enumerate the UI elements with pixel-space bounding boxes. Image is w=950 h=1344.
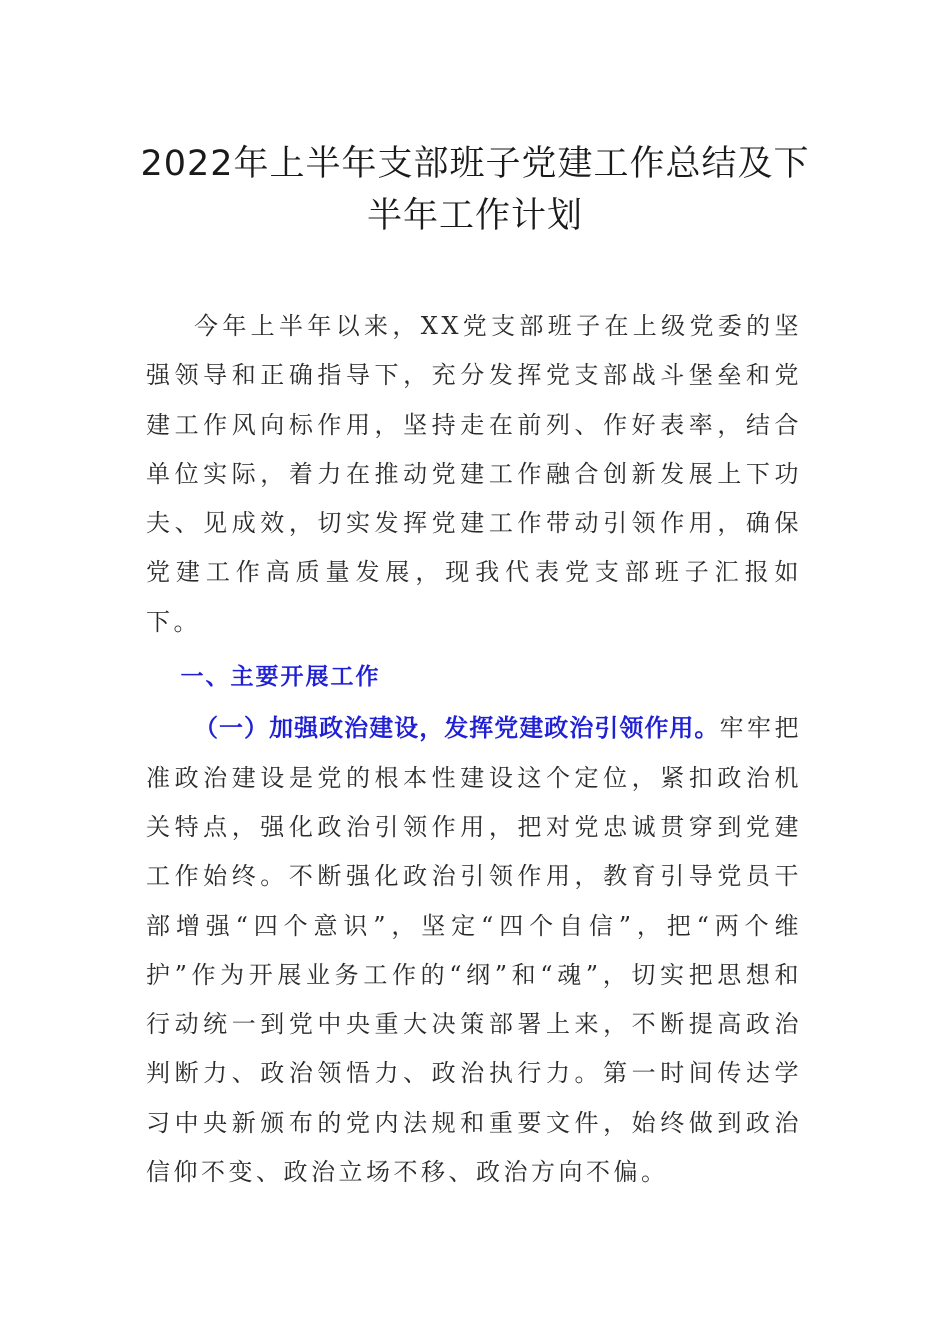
subsection-heading: （一）加强政治建设，发挥党建政治引领作用。 xyxy=(194,714,720,743)
subsection-paragraph xyxy=(146,704,802,1197)
title-line-1: 2022年上半年支部班子党建工作总结及下 xyxy=(140,144,810,184)
section-heading: 一、主要开展工作 xyxy=(180,664,381,691)
document-title xyxy=(130,138,820,242)
document-body xyxy=(146,302,802,1197)
subsection-body: 牢牢把准政治建设是党的根本性建设这个定位，紧扣政治机关特点，强化政治引领作用，把对党忠诚贯穿到党建工作始终。不断强化政治引领作用，教育引导党员干部增强“四个意识”，坚定“四个自信”，把“两个维护”作为开展业务工作的“纲”和“魂”，切实把思想和行动统一到党中央重大决策部署上来，不断提高政治判断力、政治领悟力、政治执行力。第一时间传达学习中央新颁布的党内法规和重要文件，始终做到政治信仰不变、政治立场不移、政治方向不偏。 xyxy=(146,714,803,1187)
intro-paragraph: 今年上半年以来，XX党支部班子在上级党委的坚强领导和正确指导下，充分发挥党支部战斗堡垒和党建工作风向标作用，坚持走在前列、作好表率，结合单位实际，着力在推动党建工作融合创新发展上下功夫、见成效，切实发挥党建工作带动引领作用，确保党建工作高质量发展，现我代表党支部班子汇报如下。 xyxy=(146,312,802,636)
title-line-2: 半年工作计划 xyxy=(366,196,583,236)
